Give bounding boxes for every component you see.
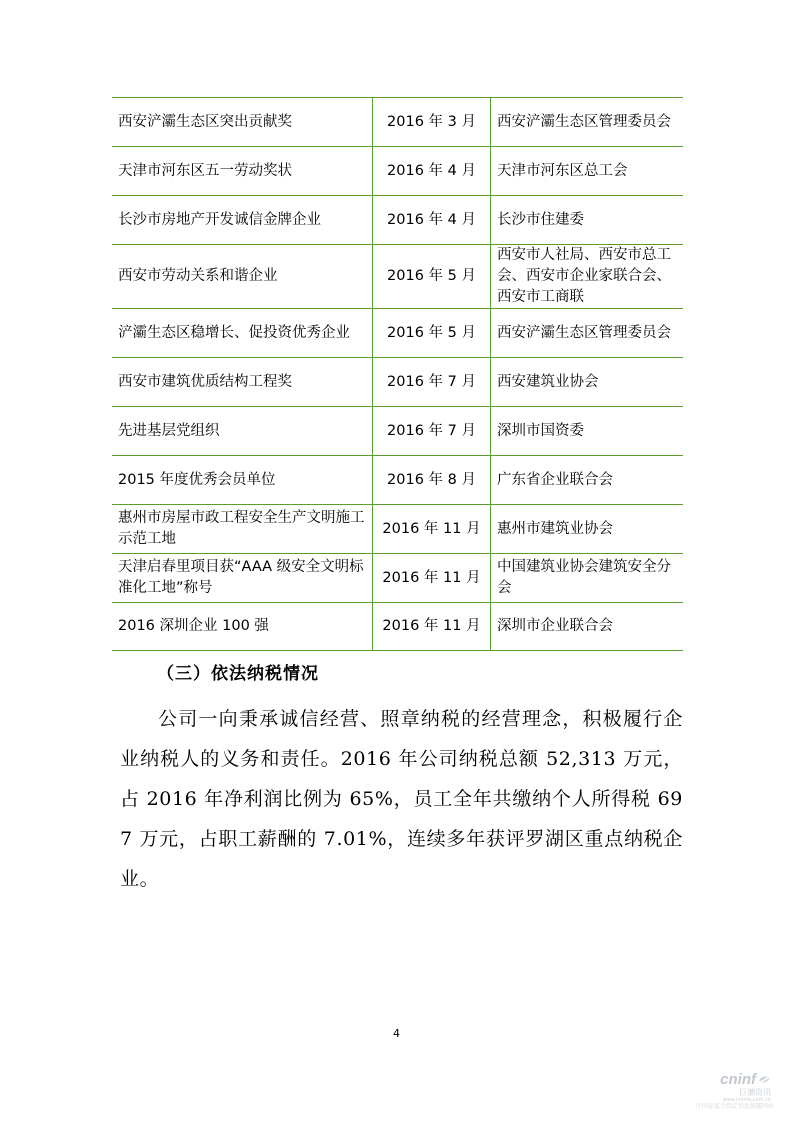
issuer-cell: 西安浐灞生态区管理委员会 xyxy=(491,98,684,147)
award-cell: 西安浐灞生态区突出贡献奖 xyxy=(112,98,373,147)
issuer-cell: 中国建筑业协会建筑安全分会 xyxy=(491,554,684,603)
date-cell: 2016 年 7 月 xyxy=(373,407,491,456)
issuer-cell: 西安建筑业协会 xyxy=(491,358,684,407)
award-cell: 西安市建筑优质结构工程奖 xyxy=(112,358,373,407)
issuer-cell: 惠州市建筑业协会 xyxy=(491,505,684,554)
award-cell: 天津市河东区五一劳动奖状 xyxy=(112,147,373,196)
table-row xyxy=(112,407,683,456)
table-row xyxy=(112,245,683,309)
issuer-cell: 深圳市国资委 xyxy=(491,407,684,456)
page-number: 4 xyxy=(393,1027,400,1040)
date-cell: 2016 年 4 月 xyxy=(373,147,491,196)
date-cell: 2016 年 11 月 xyxy=(373,505,491,554)
watermark-brand-cn: 巨潮资讯 xyxy=(739,1088,771,1097)
date-cell: 2016 年 5 月 xyxy=(373,245,491,309)
table-row xyxy=(112,196,683,245)
date-cell: 2016 年 11 月 xyxy=(373,603,491,651)
issuer-cell: 西安市人社局、西安市总工会、西安市企业家联合会、西安市工商联 xyxy=(491,245,684,309)
award-cell: 2015 年度优秀会员单位 xyxy=(112,456,373,505)
table-row xyxy=(112,554,683,603)
table-row xyxy=(112,358,683,407)
cninf-swirl-icon xyxy=(758,1074,771,1085)
date-cell: 2016 年 8 月 xyxy=(373,456,491,505)
issuer-cell: 长沙市住建委 xyxy=(491,196,684,245)
award-cell: 惠州市房屋市政工程安全生产文明施工示范工地 xyxy=(112,505,373,554)
award-cell: 2016 深圳企业 100 强 xyxy=(112,603,373,651)
issuer-cell: 深圳市企业联合会 xyxy=(491,603,684,651)
watermark-url: www.cninfo.com.cn xyxy=(722,1097,771,1103)
award-cell: 先进基层党组织 xyxy=(112,407,373,456)
watermark-logo xyxy=(700,1071,793,1088)
award-cell: 浐灞生态区稳增长、促投资优秀企业 xyxy=(112,309,373,358)
table-row xyxy=(112,309,683,358)
watermark-full-name: 中国证监会指定信息披露网站 xyxy=(696,1103,775,1110)
section-title: （三）依法纳税情况 xyxy=(157,664,319,684)
date-cell: 2016 年 7 月 xyxy=(373,358,491,407)
issuer-cell: 天津市河东区总工会 xyxy=(491,147,684,196)
tax-paragraph: 公司一向秉承诚信经营、照章纳税的经营理念，积极履行企业纳税人的义务和责任。2016 年公司纳税总额 52,313 万元，占 2016 年净利润比例为 65%，员工全年共缴纳个人所得税 697 万元，占职工薪酬的 7.01%，连续多年获评罗湖区重点纳税企业。 xyxy=(120,708,683,890)
issuer-cell: 广东省企业联合会 xyxy=(491,456,684,505)
table-row xyxy=(112,603,683,651)
award-cell: 长沙市房地产开发诚信金牌企业 xyxy=(112,196,373,245)
date-cell: 2016 年 5 月 xyxy=(373,309,491,358)
awards-table xyxy=(112,97,683,651)
date-cell: 2016 年 4 月 xyxy=(373,196,491,245)
date-cell: 2016 年 3 月 xyxy=(373,98,491,147)
table-row xyxy=(112,98,683,147)
issuer-cell: 西安浐灞生态区管理委员会 xyxy=(491,309,684,358)
award-cell: 天津启春里项目获“AAA 级安全文明标准化工地”称号 xyxy=(112,554,373,603)
table-row xyxy=(112,456,683,505)
watermark xyxy=(696,1071,793,1119)
table-row xyxy=(112,147,683,196)
watermark-brand: cninf xyxy=(720,1071,756,1088)
table-row xyxy=(112,505,683,554)
award-cell: 西安市劳动关系和谐企业 xyxy=(112,245,373,309)
date-cell: 2016 年 11 月 xyxy=(373,554,491,603)
